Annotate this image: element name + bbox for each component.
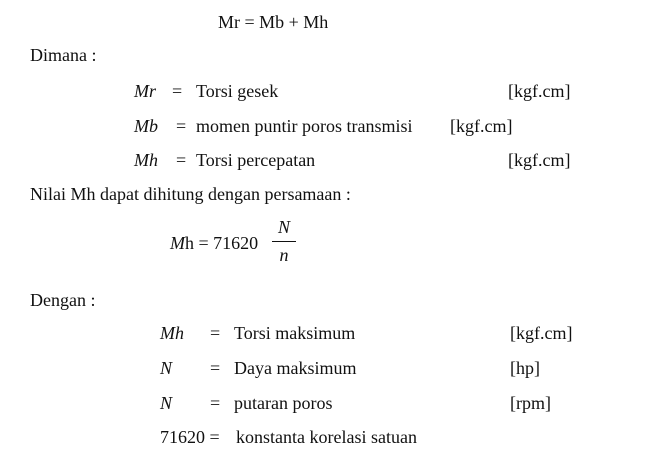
def-desc: Torsi percepatan — [196, 150, 316, 170]
constant-symbol: 71620 = — [160, 427, 220, 447]
formula-mr: Mr = Mb + Mh — [218, 12, 329, 32]
def-symbol: Mh — [160, 323, 184, 343]
def-eq: = — [210, 393, 221, 413]
dengan-label: Dengan : — [30, 290, 96, 310]
dimana-label: Dimana : — [30, 45, 97, 65]
def-eq: = — [210, 323, 221, 343]
def-eq: = — [176, 150, 187, 170]
def-symbol: N — [160, 358, 173, 378]
def-unit: [kgf.cm] — [510, 323, 573, 343]
def-desc: putaran poros — [234, 393, 333, 413]
intro-text: Nilai Mh dapat dihitung dengan persamaan : — [30, 184, 351, 204]
def-eq: = — [172, 81, 183, 101]
def-desc: Torsi maksimum — [234, 323, 356, 343]
def-eq: = — [176, 116, 187, 136]
def-desc: Torsi gesek — [196, 81, 279, 101]
denominator: n — [279, 245, 289, 265]
def-symbol: Mh — [134, 150, 158, 170]
constant-desc: konstanta korelasi satuan — [236, 427, 417, 447]
def-symbol: Mr — [134, 81, 156, 101]
formula-lhs: h = 71620 — [185, 233, 259, 253]
def-desc: momen puntir poros transmisi — [196, 116, 413, 136]
def-unit: [kgf.cm] — [508, 150, 571, 170]
fraction-bar — [272, 241, 296, 242]
numerator: N — [277, 217, 290, 237]
def-unit: [kgf.cm] — [450, 116, 513, 136]
def-unit: [hp] — [510, 358, 540, 378]
def-symbol: N — [160, 393, 173, 413]
fraction — [272, 217, 296, 266]
def-unit: [kgf.cm] — [508, 81, 571, 101]
formula-mh — [170, 233, 258, 253]
def-symbol: Mb — [134, 116, 158, 136]
def-eq: = — [210, 358, 221, 378]
def-desc: Daya maksimum — [234, 358, 357, 378]
formula-lhs-italic: M — [170, 233, 185, 253]
def-unit: [rpm] — [510, 393, 551, 413]
